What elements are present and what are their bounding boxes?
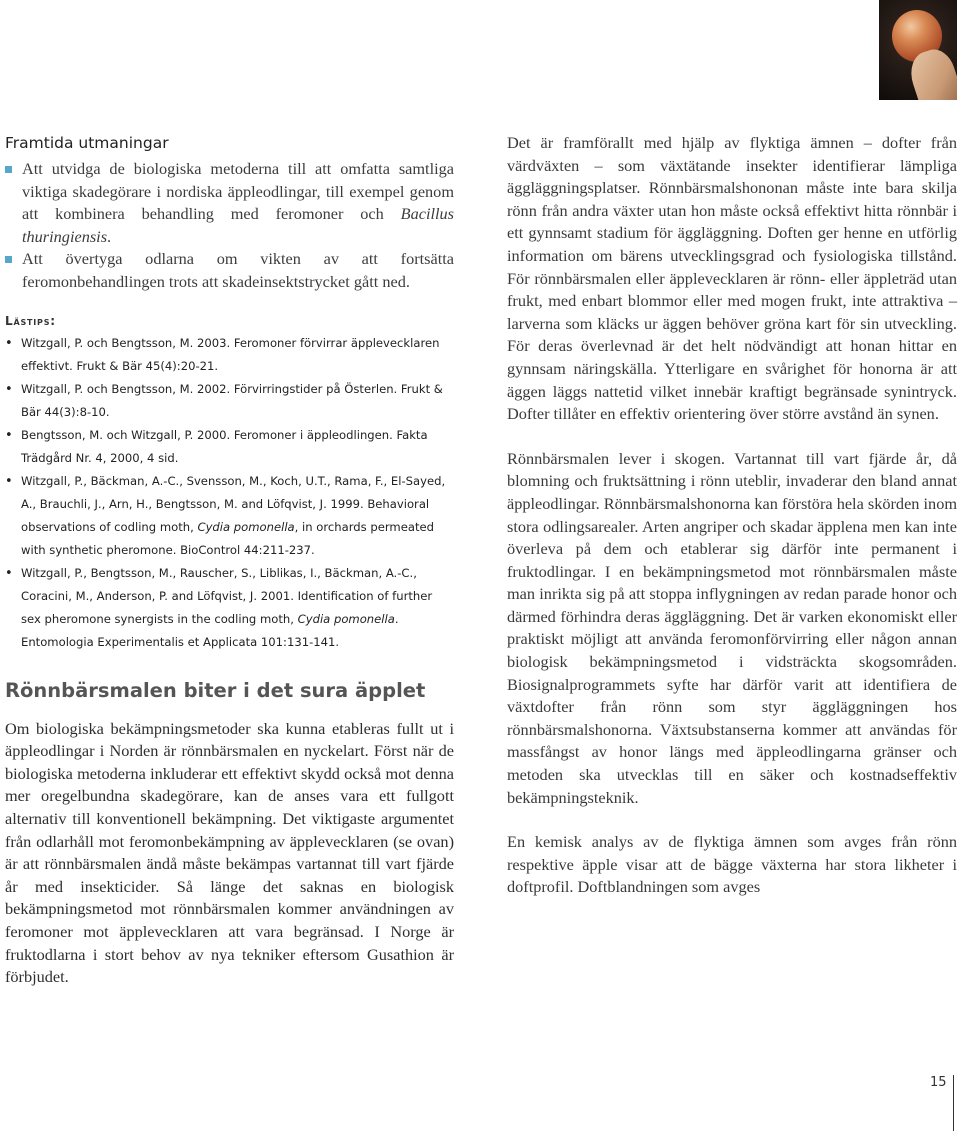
future-item: Att övertyga odlarna om vikten av att fortsätta feromonbehandlingen trots att skadeinsektstrycket gått ned.	[5, 248, 454, 293]
left-column	[5, 132, 454, 989]
article-title: Rönnbärsmalen biter i det sura äpplet	[5, 678, 426, 702]
reference-item: • Witzgall, P. och Bengtsson, M. 2002. Förvirringstider på Österlen. Frukt & Bär 44(3):8-10.	[5, 378, 454, 424]
page-number: 15	[930, 1075, 947, 1090]
page-number-rule	[953, 1075, 954, 1131]
future-item: Att utvidga de biologiska metoderna till att omfatta samtliga viktiga skadegörare i nordiska äppleodlingar, till exempel genom att kombinera behandling med feromoner och Bacillus thuringiensis.	[5, 158, 454, 248]
square-bullet-icon	[5, 256, 12, 263]
square-bullet-icon	[5, 166, 12, 173]
reference-item: • Bengtsson, M. och Witzgall, P. 2000. Feromoner i äppleodlingen. Fakta Trädgård Nr. 4, 2000, 4 sid.	[5, 424, 454, 470]
reading-tips-heading: Lästips:	[5, 313, 56, 328]
apple-photo	[879, 0, 957, 100]
reference-item: • Witzgall, P. och Bengtsson, M. 2003. Feromoner förvirrar äpplevecklaren effektivt. Frukt & Bär 45(4):20-21.	[5, 332, 454, 378]
article-paragraph: Rönnbärsmalen lever i skogen. Vartannat till vart fjärde år, då blomning och fruktsättning i rönn uteblir, invaderar den bland annat äppleodlingar. Rönnbärsmalshonorna kan förstöra hela skörden inom stora odlingsarealer. Arten angriper och skadar äpplena men kan inte överleva på dem och etablerar sig därför inte permanent i fruktodlingar. I en bekämpningsmetod mot rönnbärsmalen måste man inrikta sig på att stoppa inflygningen av redan parade honor och därmed förhindra deras äggläggning. Det är varken ekonomiskt eller praktiskt möjligt att använda feromonförvirring eller någon annan biologisk bekämpningsmetod i vidsträckta skogsområden. Biosignalprogrammets syfte har därför varit att identifiera de växtdofter från rönn som styr äggläggningen hos rönnbärsmalshonorna. Växtsubstanserna kommer att användas för massfångst av honor längs med äppleodlingarna gränser och metoden ska utvecklas till en säker och kostnadseffektiv bekämpningsteknik.	[507, 448, 957, 807]
article-paragraph: En kemisk analys av de flyktiga ämnen som avges från rönn respektive äpple visar att de bägge växterna har stora likheter i doftprofil. Doftblandningen som avges	[507, 832, 957, 897]
reference-item: • Witzgall, P., Bäckman, A.-C., Svensson, M., Koch, U.T., Rama, F., El-Sayed, A., Brauchli, J., Arn, H., Bengtsson, M. and Löfqvist, J. 1999. Behavioral observations of codling moth, Cydia pomonella, in orchards permeated with synthetic pheromone. BioControl 44:211-237.	[5, 470, 454, 562]
article-paragraph: Det är framförallt med hjälp av flyktiga ämnen – dofter från värdväxten – som växtätande insekter identifierar lämpliga äggläggningsplatser. Rönnbärsmalshononan måste inte bara skilja rönn från andra växter utan hon måste också effektivt hitta rönnbär i ett gynnsamt stadium för äggläggning. Doften ger henne en utförlig information om bärens utvecklingsgrad och fysiologiska tillstånd. För rönnbärsmalen eller äpplevecklaren är rönn- eller äppleträd utan frukt, med enbart blommor eller med mogen frukt, inte attraktiva – larverna som kläcks ur äggen behöver gröna kart för sin utveckling. För deras överlevnad är det helt nödvändigt att honan hittar en gynnsam näringskälla. Ytterligare en svårighet för honorna är att äggen läggs nattetid vilket innebär kraftigt begränsade synintryck. Dofter tillåter en effektiv orientering över större avstånd än synen.	[507, 133, 957, 424]
reference-item: • Witzgall, P., Bengtsson, M., Rauscher, S., Liblikas, I., Bäckman, A.-C., Coracini, M., Anderson, P. and Löfqvist, J. 2001. Identification of further sex pheromone synergists in the codling moth, Cydia pomonella. Entomologia Experimentalis et Applicata 101:131-141.	[5, 562, 454, 654]
future-list	[5, 158, 454, 294]
right-column	[507, 132, 957, 899]
future-heading: Framtida utmaningar	[5, 134, 169, 152]
article-paragraph: Om biologiska bekämpningsmetoder ska kunna etableras fullt ut i äppleodlingar i Norden är rönnbärsmalen en nyckelart. Först när de biologiska metoderna inkluderar ett effektivt skydd också mot denna mer oregelbundna skadegörare, kan de anses vara ett fullgott alternativ till konventionell bekämpning. Det viktigaste argumentet från odlarhåll mot feromonbekämpning av äpplevecklaren (se ovan) är att rönnbärsmalen ändå måste bekämpas vartannat till vart fjärde år med insekticider. Så länge det saknas en biologisk bekämpningsmetod mot rönnbärsmalen kommer användningen av feromoner mot äpplevecklaren att vara begränsad. I Norge är fruktodlarna i stort behov av nya tekniker eftersom Gusathion är förbjudet.	[5, 718, 454, 987]
reading-tips-list	[5, 332, 454, 654]
